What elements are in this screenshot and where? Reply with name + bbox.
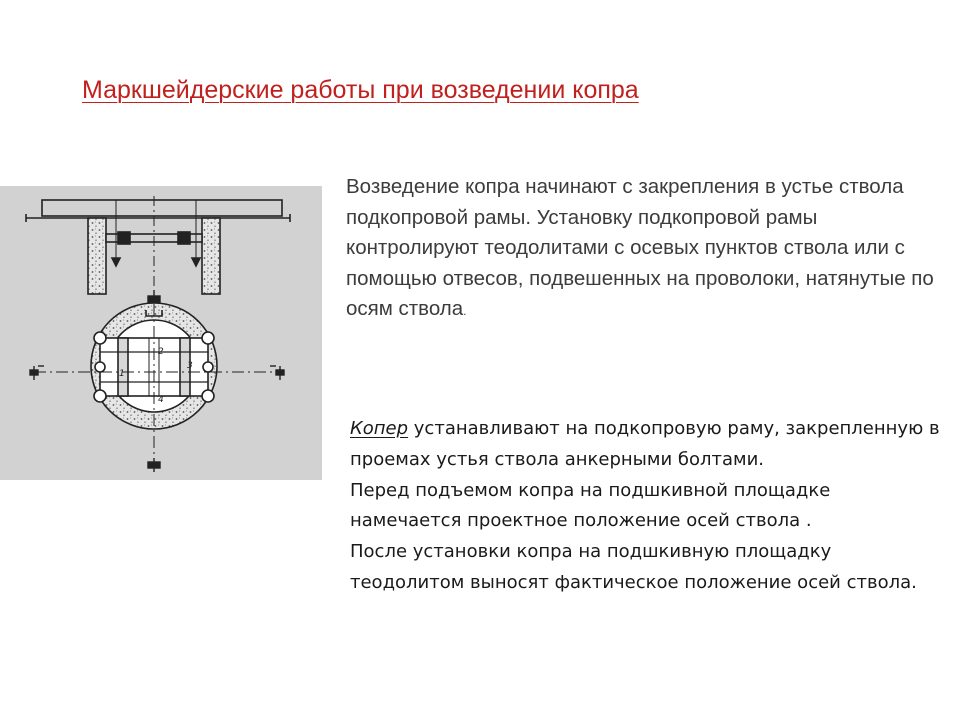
body-paragraph-2: Перед подъемом копра на подшкивной площадке намечается проектное положение осей ствола . <box>350 479 831 532</box>
shaft-frame-drawing <box>0 186 322 480</box>
body-paragraph-3: После установки копра на подшкивную площадку теодолитом выносят фактическое положение осей ствола. <box>350 541 917 593</box>
figure-label-4: 4 <box>158 395 164 405</box>
intro-text: Возведение копра начинают с закрепления в устье ствола подкопровой рамы. Установку подкопровой рамы контролируют теодолитами с осевых пунктов ствола или с помощью отвесов, подвешенных на проволоки, натянутые по осям ствола <box>346 175 934 320</box>
body-text <box>350 414 940 599</box>
term-koper: Копер <box>350 418 409 439</box>
figure-label-1: 1 <box>119 369 125 379</box>
slide-title: Маркшейдерские работы при возведении копра <box>82 76 639 104</box>
axis-point-top <box>148 290 160 304</box>
figure-label-2: 2 <box>158 347 164 357</box>
section-view <box>26 196 290 296</box>
body-paragraph-1 <box>350 414 940 476</box>
intro-tail: . <box>463 304 467 318</box>
intro-paragraph <box>346 172 936 327</box>
shaft-frame-figure <box>0 186 322 480</box>
figure-label-3: 3 <box>187 361 193 371</box>
axis-point-bottom <box>148 458 160 472</box>
body-paragraph-1-rest: устанавливают на подкопровую раму, закрепленную в проемах устья ствола анкерными болтами. <box>350 418 940 470</box>
axis-point-right <box>270 366 284 380</box>
axis-point-left <box>30 366 44 380</box>
